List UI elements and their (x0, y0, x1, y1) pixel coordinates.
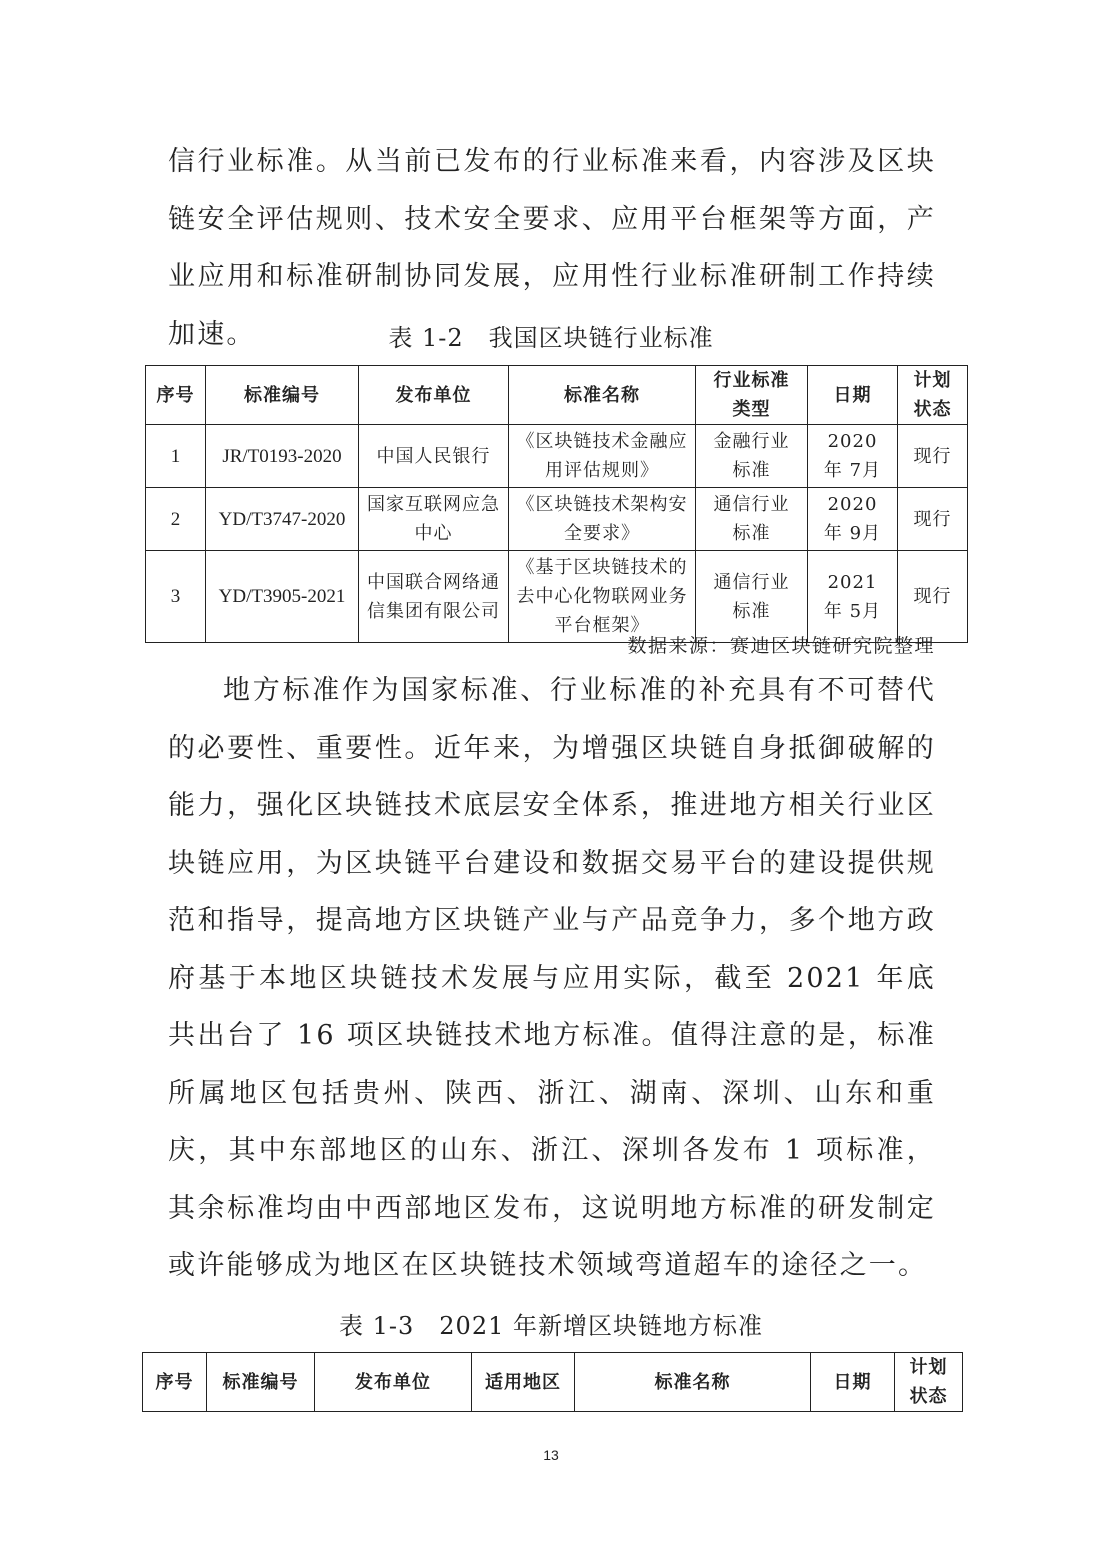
table-cell: 2 (146, 488, 206, 551)
table-row (146, 551, 968, 643)
header-cell: 适用地区 (472, 1353, 575, 1412)
header-cell: 标准名称 (509, 366, 696, 425)
header-cell: 计划状态 (898, 366, 968, 425)
table-cell: 金融行业标准 (696, 425, 808, 488)
table-cell: 2020 年 9月 (808, 488, 898, 551)
header-cell: 标准编号 (206, 366, 359, 425)
local-standards-table (142, 1352, 963, 1412)
table-cell: 现行 (898, 551, 968, 643)
table-row (146, 425, 968, 488)
table-cell: 中国人民银行 (359, 425, 509, 488)
table-header-row (146, 366, 968, 425)
table-cell: YD/T3905-2021 (206, 551, 359, 643)
table-cell: 3 (146, 551, 206, 643)
table-cell: 现行 (898, 488, 968, 551)
header-cell: 标准名称 (575, 1353, 811, 1412)
table-cell: 通信行业标准 (696, 488, 808, 551)
table-cell: JR/T0193-2020 (206, 425, 359, 488)
table-caption: 表 1-3 2021 年新增区块链地方标准 (339, 1312, 763, 1340)
table-cell: 现行 (898, 425, 968, 488)
header-cell: 发布单位 (359, 366, 509, 425)
header-cell: 标准编号 (207, 1353, 315, 1412)
intro-paragraph: 信行业标准。从当前已发布的行业标准来看，内容涉及区块链安全评估规则、技术安全要求、应用平台框架等方面，产业应用和标准研制协同发展，应用性行业标准研制工作持续加速。 (168, 146, 936, 350)
table-cell: 2020 年 7月 (808, 425, 898, 488)
table-cell: 国家互联网应急中心 (359, 488, 509, 551)
table-cell: YD/T3747-2020 (206, 488, 359, 551)
table-header-row (143, 1353, 963, 1412)
header-cell: 日期 (811, 1353, 895, 1412)
header-cell: 发布单位 (315, 1353, 472, 1412)
table-cell: 《区块链技术金融应用评估规则》 (509, 425, 696, 488)
table-cell: 中国联合网络通信集团有限公司 (359, 551, 509, 643)
table-caption: 表 1-2 我国区块链行业标准 (388, 324, 714, 352)
page-number: 13 (543, 1447, 559, 1463)
header-cell: 日期 (808, 366, 898, 425)
table-cell: 2021 年 5月 (808, 551, 898, 643)
table-cell: 《基于区块链技术的去中心化物联网业务平台框架》 (509, 551, 696, 643)
header-cell: 序号 (143, 1353, 207, 1412)
data-source-note: 数据来源：赛迪区块链研究院整理 (627, 635, 935, 657)
header-cell: 计划状态 (895, 1353, 963, 1412)
header-cell: 行业标准类型 (696, 366, 808, 425)
header-cell: 序号 (146, 366, 206, 425)
table-cell: 1 (146, 425, 206, 488)
table-row (146, 488, 968, 551)
industry-standards-table (145, 365, 968, 643)
main-paragraph: 地方标准作为国家标准、行业标准的补充具有不可替代的必要性、重要性。近年来，为增强区块链自身抵御破解的能力，强化区块链技术底层安全体系，推进地方相关行业区块链应用，为区块链平台建设和数据交易平台的建设提供规范和指导，提高地方区块链产业与产品竞争力，多个地方政府基于本地区块链技术发展与应用实际，截至 2021 年底共出台了 16 项区块链技术地方标准。值得注意的是，标准所属地区包括贵州、陕西、浙江、湖南、深圳、山东和重庆，其中东部地区的山东、浙江、深圳各发布 1 项标准，其余标准均由中西部地区发布，这说明地方标准的研发制定或许能够成为地区在区块链技术领域弯道超车的途径之一。 (168, 675, 936, 1281)
table-cell: 《区块链技术架构安全要求》 (509, 488, 696, 551)
table-cell: 通信行业标准 (696, 551, 808, 643)
